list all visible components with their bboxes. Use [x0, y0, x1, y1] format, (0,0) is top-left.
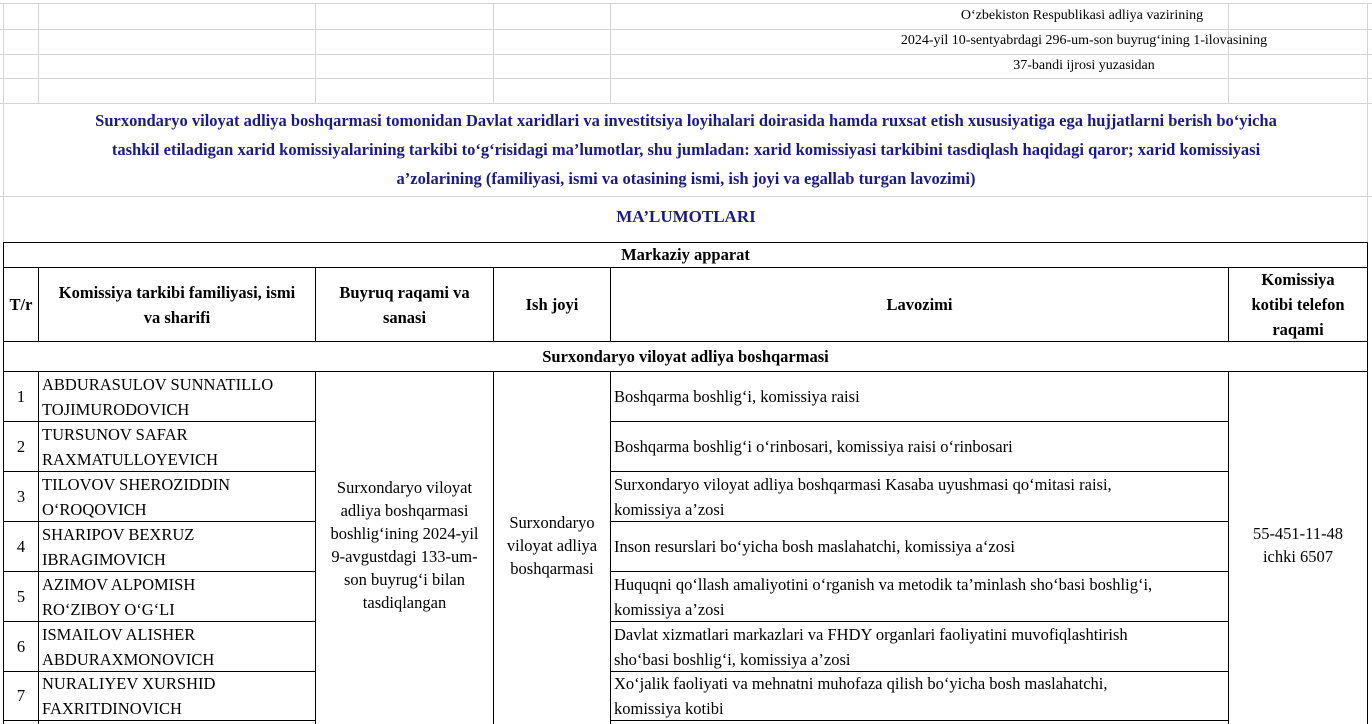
position-line-1: Boshqarma boshlig‘i, komissiya raisi	[614, 387, 860, 406]
row-number: 6	[16, 636, 26, 656]
column-header-name-line-1: Komissiya tarkibi familiyasi, ismi	[58, 282, 296, 302]
member-patronymic: IBRAGIMOVICH	[42, 549, 166, 569]
gridline	[0, 29, 1372, 30]
column-header-phone-line-1: Komissiya	[1261, 270, 1335, 289]
member-position	[611, 672, 1228, 720]
phone-extension: ichki 6507	[1262, 547, 1334, 566]
member-name	[39, 622, 315, 671]
member-position	[611, 622, 1228, 671]
member-surname: TILOVOV SHEROZIDDIN	[42, 474, 231, 494]
workplace-line: boshqarmasi	[510, 558, 594, 578]
column-header-phone-line-3: raqami	[1272, 320, 1324, 339]
position-line-2: komissiya a’zosi	[614, 499, 725, 519]
position-line-1: Xo‘jalik faoliyati va mehnatni muhofaza qilish bo‘yicha bosh maslahatchi,	[614, 674, 1108, 693]
member-patronymic: RAXMATULLOYEVICH	[42, 449, 218, 469]
column-header-position: Lavozimi	[886, 295, 953, 314]
column-header-name	[39, 268, 315, 341]
member-position	[611, 472, 1228, 521]
member-surname: NURALIYEV XURSHID	[42, 674, 216, 693]
position-line-2: sho‘basi boshlig‘i, komissiya a’zosi	[614, 649, 851, 669]
row-number: 7	[16, 686, 26, 705]
row-number: 5	[16, 586, 26, 606]
member-patronymic: RO‘ZIBOY O‘G‘LI	[42, 599, 175, 619]
position-line-2: komissiya a’zosi	[614, 599, 725, 619]
member-name	[39, 472, 315, 521]
order-cell	[316, 372, 493, 724]
order-line: son buyrug‘i bilan	[344, 570, 465, 589]
member-name	[39, 672, 315, 720]
document-subtitle: MA’LUMOTLARI	[616, 207, 756, 226]
column-header-order	[316, 268, 493, 341]
member-surname: SHARIPOV BEXRUZ	[42, 524, 195, 544]
column-header-num: T/r	[9, 295, 33, 314]
order-line: Surxondaryo viloyat	[336, 478, 473, 497]
member-patronymic: ABDURAXMONOVICH	[42, 649, 215, 669]
document-title	[4, 106, 1368, 193]
organization-row: Surxondaryo viloyat adliya boshqarmasi	[542, 346, 829, 366]
position-line-1: Huquqni qo‘llash amaliyotini o‘rganish va metodik ta’minlash sho‘basi boshlig‘i,	[614, 574, 1153, 594]
member-patronymic: O‘ROQOVICH	[42, 499, 147, 519]
note-line-2: 2024-yil 10-sentyabrdagi 296-um-son buyrug‘ining 1-ilovasining	[900, 33, 1268, 48]
gridline	[0, 78, 1372, 79]
row-number: 3	[16, 486, 26, 506]
table-border	[1367, 242, 1368, 724]
gridline	[38, 3, 39, 103]
column-header-order-line-1: Buyruq raqami va	[339, 282, 470, 302]
title-line-1: Surxondaryo viloyat adliya boshqarmasi tomonidan Davlat xaridlari va investitsiya loyihalari doirasida hamda ruxsat etish xususiyatiga ega hujjatlarni berish bo‘yicha	[95, 111, 1277, 130]
title-line-2: tashkil etiladigan xarid komissiyalarining tarkibi to‘g‘risidagi ma’lumotlar, shu jumladan: xarid komissiyasi tarkibini tasdiqlash haqidagi qaror; xarid komissiyasi	[111, 140, 1261, 159]
order-line: adliya boshqarmasi	[340, 501, 469, 520]
position-line-1: Boshqarma boshlig‘i o‘rinbosari, komissiya raisi o‘rinbosari	[614, 437, 1013, 456]
member-name	[39, 422, 315, 471]
member-surname: AZIMOV ALPOMISH	[42, 574, 196, 594]
member-surname: ABDURASULOV SUNNATILLO	[42, 374, 274, 394]
row-number: 4	[16, 536, 26, 556]
position-line-1: Davlat xizmatlari markazlari va FHDY organlari faoliyatini muvofiqlashtirish	[614, 624, 1128, 644]
row-number: 2	[16, 436, 26, 456]
note-line-3: 37-bandi ijrosi yuzasidan	[1013, 58, 1155, 73]
order-line: boshlig‘ining 2024-yil	[330, 524, 479, 543]
column-header-phone	[1229, 268, 1367, 341]
member-name	[39, 572, 315, 621]
column-header-order-line-2: sanasi	[382, 307, 427, 327]
gridline	[0, 196, 1372, 197]
note-line-1: O‘zbekiston Respublikasi adliya vazirining	[960, 8, 1204, 23]
row-number: 1	[16, 386, 26, 406]
member-position	[611, 422, 1228, 471]
gridline	[0, 54, 1372, 55]
column-header-workplace: Ish joyi	[525, 295, 579, 314]
section-header: Markaziy apparat	[621, 245, 750, 264]
column-header-name-line-2: va sharifi	[143, 307, 211, 327]
member-position	[611, 522, 1228, 571]
gridline	[315, 3, 316, 103]
title-line-3: a’zolarining (familiyasi, ismi va otasining ismi, ish joyi va egallab turgan lavozimi)	[396, 169, 976, 188]
workplace-line: Surxondaryo	[509, 512, 595, 532]
position-line-1: Surxondaryo viloyat adliya boshqarmasi Kasaba uyushmasi qo‘mitasi raisi,	[614, 474, 1112, 494]
member-name	[39, 522, 315, 571]
gridline	[0, 103, 1372, 104]
order-line: tasdiqlangan	[362, 593, 447, 612]
column-header-phone-line-2: kotibi telefon	[1251, 295, 1345, 314]
phone-cell	[1229, 372, 1367, 724]
member-surname: TURSUNOV SAFAR	[42, 424, 188, 444]
phone-number: 55-451-11-48	[1252, 524, 1344, 543]
gridline	[0, 3, 1372, 4]
member-surname: ISMAILOV ALISHER	[42, 624, 196, 644]
member-name	[39, 372, 315, 421]
workplace-line: viloyat adliya	[506, 535, 598, 555]
member-position	[611, 372, 1228, 421]
order-line: 9-avgustdagi 133-um-	[331, 547, 478, 566]
position-line-1: Inson resurslari bo‘yicha bosh maslahatchi, komissiya a‘zosi	[614, 537, 1015, 556]
workplace-cell	[494, 372, 610, 724]
position-line-2: komissiya kotibi	[614, 699, 724, 718]
member-patronymic: TOJIMURODOVICH	[42, 399, 190, 419]
member-position	[611, 572, 1228, 621]
member-patronymic: FAXRITDINOVICH	[42, 699, 182, 718]
